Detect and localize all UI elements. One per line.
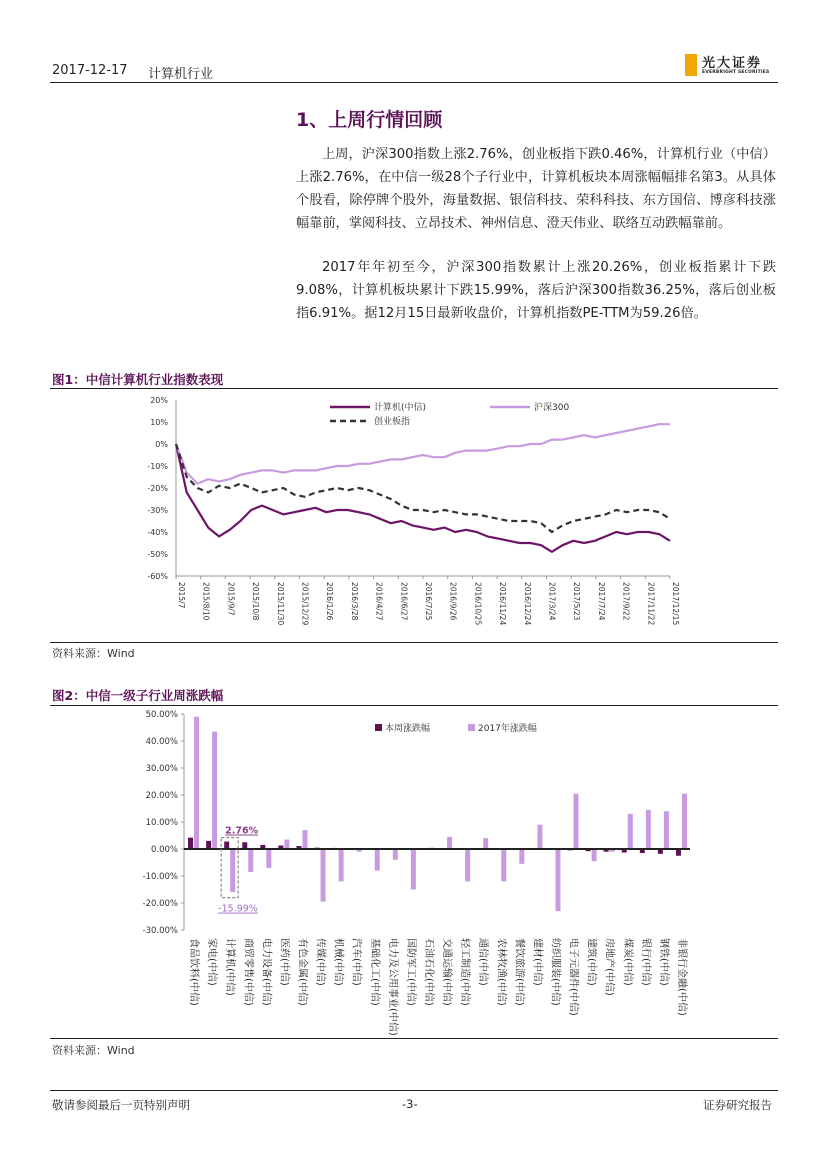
bar-1 — [266, 849, 271, 868]
paragraph-weekly-review: 上周，沪深300指数上涨2.76%，创业板指下跌0.46%，计算机行业（中信）上涨2.76%，在中信一级28个子行业中，计算机板块本周涨幅幅排名第3。从具体个股看，除停牌个股外，海量数据、银信科技、荣科科技、东方国信、博彦科技涨幅靠前，掌阅科技、立昂技术、神州信息、澄天伟业、联络互动跌幅靠前。 — [296, 147, 776, 231]
bar-chart — [110, 707, 700, 1037]
y-tick-label: 10.00% — [145, 818, 178, 828]
x-tick-label: 2016/3/28 — [349, 582, 359, 621]
bar-0 — [206, 841, 211, 849]
category-label: 银行(中信) — [639, 938, 651, 986]
figure2-top-rule — [50, 705, 778, 706]
y-tick-label: -10.00% — [142, 872, 178, 882]
y-tick-label: -20% — [147, 484, 168, 493]
figure1-top-rule — [50, 388, 778, 389]
bar-1 — [465, 849, 470, 881]
logo-en-text: EVERBRIGHT SECURITIES — [702, 70, 770, 75]
bar-0 — [676, 849, 681, 856]
category-label: 国防军工(中信) — [404, 938, 416, 1006]
x-tick-label: 2017/7/24 — [596, 582, 606, 621]
category-label: 纺织服装(中信) — [549, 938, 561, 1006]
bar-1 — [574, 794, 579, 849]
category-label: 电力及公用事业(中信) — [386, 938, 398, 1036]
category-label: 交通运输(中信) — [441, 938, 453, 1006]
y-tick-label: -10% — [147, 462, 168, 471]
x-tick-label: 2015/8/10 — [201, 582, 211, 621]
footer-divider — [50, 1090, 778, 1091]
legend-swatch-1 — [468, 724, 475, 731]
category-label: 房地产(中信) — [603, 938, 615, 996]
bar-1 — [682, 794, 687, 849]
y-tick-label: -30.00% — [142, 926, 178, 936]
header-divider — [50, 82, 778, 83]
x-tick-label: 2016/7/25 — [424, 582, 433, 621]
bar-1 — [194, 717, 199, 849]
category-label: 非银行金融(中信) — [675, 938, 687, 1016]
bar-1 — [664, 811, 669, 849]
category-label: 传媒(中信) — [314, 938, 326, 986]
figure1-title: 图1：中信计算机行业指数表现 — [52, 372, 224, 387]
x-tick-label: 2016/12/24 — [522, 582, 532, 626]
bar-1 — [447, 837, 452, 849]
series-line-0 — [176, 444, 670, 552]
category-label: 石油石化(中信) — [422, 938, 434, 1006]
category-label: 煤炭(中信) — [621, 938, 633, 986]
category-label: 轻工制造(中信) — [459, 938, 471, 1006]
page-number: -3- — [402, 1097, 418, 1111]
y-tick-label: 20% — [150, 396, 168, 405]
y-tick-label: 0% — [155, 440, 168, 449]
legend-swatch-0 — [375, 724, 382, 731]
section-title: 1、上周行情回顾 — [296, 109, 443, 131]
x-tick-label: 2015/12/29 — [300, 582, 310, 626]
legend-label-0: 计算机(中信) — [374, 403, 427, 413]
bar-1 — [393, 849, 398, 860]
figure2-source: 资料来源：Wind — [52, 1044, 135, 1057]
x-tick-label: 2017/12/15 — [671, 582, 680, 626]
bar-1 — [321, 849, 326, 902]
y-tick-label: -30% — [147, 506, 168, 515]
x-tick-label: 2017/11/22 — [646, 582, 656, 626]
category-label: 钢铁(中信) — [657, 938, 669, 986]
bar-1 — [302, 830, 307, 849]
legend-label-0: 本周涨跌幅 — [385, 724, 431, 734]
bar-1 — [537, 825, 542, 849]
bar-1 — [230, 849, 235, 892]
x-tick-label: 2015/9/7 — [226, 582, 236, 616]
bar-0 — [242, 842, 247, 849]
x-tick-label: 2016/6/27 — [399, 582, 409, 621]
figure1-source: 资料来源：Wind — [52, 647, 135, 660]
bar-1 — [628, 814, 633, 849]
x-tick-label: 2017/3/24 — [547, 582, 557, 621]
report-industry: 计算机行业 — [148, 67, 214, 82]
category-label: 家电(中信) — [206, 938, 218, 986]
series-line-2 — [176, 444, 670, 532]
bar-1 — [501, 849, 506, 881]
figure2-bottom-rule — [50, 1038, 778, 1039]
logo-mark-icon — [685, 54, 697, 76]
line-chart — [110, 392, 690, 642]
legend-label-1: 沪深300 — [534, 403, 570, 413]
category-label: 有色金属(中信) — [296, 938, 308, 1006]
logo-cn-text: 光大证券 — [702, 56, 763, 71]
annotation-ytd-change: -15.99% — [218, 903, 258, 915]
x-tick-label: 2016/10/25 — [473, 582, 483, 626]
bar-1 — [212, 732, 217, 849]
category-label: 电力设备(中信) — [260, 938, 272, 1006]
y-tick-label: 30.00% — [145, 764, 178, 774]
x-tick-label: 2017/9/22 — [621, 582, 631, 621]
category-label: 基础化工(中信) — [368, 938, 380, 1006]
category-label: 电子元器件(中信) — [567, 938, 579, 1016]
footer-disclaimer: 敬请参阅最后一页特别声明 — [52, 1098, 190, 1112]
category-label: 农林牧渔(中信) — [495, 938, 507, 1006]
category-label: 建材(中信) — [531, 938, 543, 986]
bar-1 — [555, 849, 560, 911]
bar-1 — [646, 810, 651, 849]
y-tick-label: -20.00% — [142, 899, 178, 909]
x-tick-label: 2015/10/8 — [251, 582, 261, 621]
x-tick-label: 2016/4/27 — [374, 582, 384, 621]
figure1-bottom-rule — [50, 642, 778, 643]
y-tick-label: -40% — [147, 528, 168, 537]
category-label: 食品饮料(中信) — [188, 938, 200, 1006]
y-tick-label: 50.00% — [145, 710, 178, 720]
category-label: 机械(中信) — [332, 938, 344, 986]
legend-label-2: 创业板指 — [374, 417, 411, 427]
x-tick-label: 2016/1/26 — [325, 582, 335, 621]
figure2-title: 图2：中信一级子行业周涨跌幅 — [52, 688, 224, 703]
bar-1 — [339, 849, 344, 881]
category-label: 通信(中信) — [477, 938, 489, 986]
bar-1 — [375, 849, 380, 871]
highlight-box — [221, 838, 238, 898]
category-label: 医药(中信) — [278, 938, 290, 986]
paragraph-ytd-review: 2017年年初至今，沪深300指数累计上涨20.26%，创业板指累计下跌9.08%，计算机板块累计下跌15.99%，落后沪深300指数36.25%，落后创业板指6.91%。据12月15日最新收盘价，计算机指数PE-TTM为59.26倍。 — [296, 260, 776, 321]
category-label: 商贸零售(中信) — [242, 938, 254, 1006]
x-tick-label: 2015/7 — [177, 582, 186, 609]
bar-1 — [248, 849, 253, 872]
y-tick-label: 0.00% — [150, 845, 178, 855]
series-line-1 — [176, 424, 670, 483]
company-logo — [685, 52, 779, 80]
bar-1 — [519, 849, 524, 864]
x-tick-label: 2016/9/26 — [448, 582, 458, 621]
annotation-week-change: 2.76% — [225, 825, 259, 837]
bar-1 — [592, 849, 597, 861]
bar-1 — [411, 849, 416, 890]
x-tick-label: 2015/11/30 — [275, 582, 285, 626]
legend-label-1: 2017年涨跌幅 — [478, 724, 537, 734]
y-tick-label: 10% — [150, 418, 168, 427]
x-tick-label: 2016/11/24 — [498, 582, 508, 626]
category-label: 建筑(中信) — [585, 938, 597, 986]
y-tick-label: -60% — [147, 572, 168, 581]
bar-0 — [224, 842, 229, 849]
category-label: 汽车(中信) — [350, 938, 362, 986]
y-tick-label: -50% — [147, 550, 168, 559]
bar-1 — [483, 838, 488, 849]
bar-0 — [188, 838, 193, 849]
y-tick-label: 40.00% — [145, 737, 178, 747]
category-label: 计算机(中信) — [224, 938, 236, 996]
bar-1 — [284, 840, 289, 849]
footer-report-type: 证券研究报告 — [703, 1098, 772, 1112]
x-tick-label: 2017/5/23 — [572, 582, 582, 621]
category-label: 餐饮旅游(中信) — [513, 938, 525, 1006]
report-date: 2017-12-17 — [52, 63, 128, 78]
y-tick-label: 20.00% — [145, 791, 178, 801]
